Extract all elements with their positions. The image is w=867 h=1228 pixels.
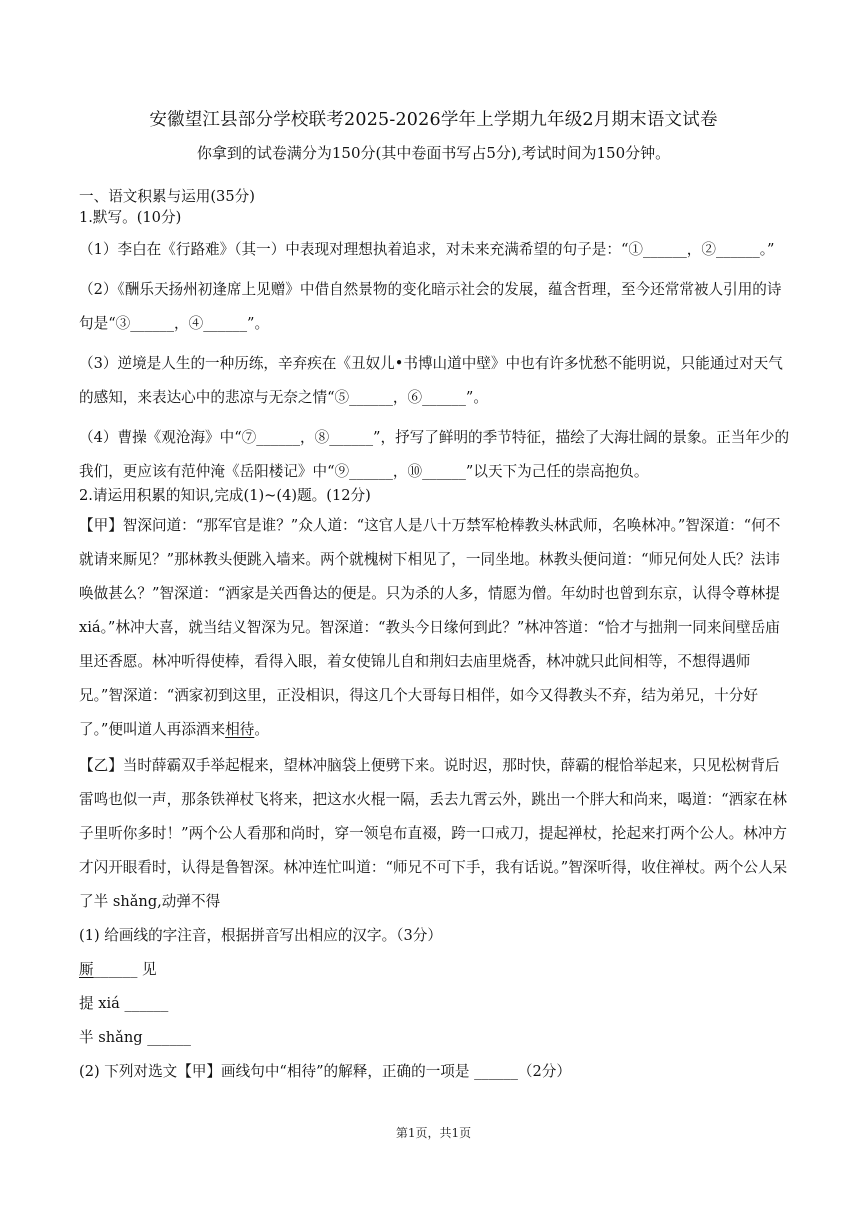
question-1-item-1: （1）李白在《行路难》（其一）中表现对理想执着追求，对未来充满希望的句子是：“①______，②______。” <box>79 241 775 258</box>
passage-yi-text: 当时薛霸双手举起棍来，望林冲脑袋上便劈下来。说时迟，那时快，薛霸的棍恰举起来，只见松树背后雷鸣也似一声，那条铁禅杖飞将来，把这水火棍一隔，丢去九霄云外，跳出一个胖大和尚来，喝道：“洒家在林子里听你多时！”两个公人看那和尚时，穿一领皂布直裰，跨一口戒刀，提起禅杖，抡起来打两个公人。林冲方才闪开眼看时，认得是鲁智深。林冲连忙叫道：“师兄不可下手，我有话说。”智深听得，收住禅杖。两个公人呆了半 shǎng,动弹不得 <box>79 757 788 910</box>
section-heading: 一、语文积累与运用(35分) <box>79 188 255 205</box>
underlined-word-xiangdai: 相待 <box>225 721 255 738</box>
answer-line-1: 厮______ 见 <box>79 961 157 978</box>
passage-jia: 【甲】智深问道：“那军官是谁？”众人道：“这官人是八十万禁军枪棒教头林武师，名唤林冲。”智深道：“何不就请来厮见？”那林教头便跳入墙来。两个就槐树下相见了，一同坐地。林教头便问道：“师兄何处人氏？法讳唤做甚么？”智深道：“洒家是关西鲁达的便是。只为杀的人多，情愿为僧。年幼时也曾到东京，认得令尊林提 xiá。”林冲大喜，就当结义智深为兄。智深道：“教头今日缘何到此？”林冲答道：“恰才与拙荆一同来间壁岳庙里还香愿。林冲听得使棒，看得入眼，着女使锦儿自和荆妇去庙里烧香，林冲就只此间相等，不想得遇师兄。”智深道：“洒家初到这里，正没相识，得这几个大哥每日相伴，如今又得教头不弃，结为弟兄，十分好了。”便叫道人再添酒来相待。 <box>79 517 781 738</box>
passage-yi-tag: 【乙】 <box>79 757 123 774</box>
page-title: 安徽望江县部分学校联考2025-2026学年上学期九年级2月期末语文试卷 <box>149 110 718 130</box>
exam-body <box>79 186 792 1089</box>
sub-question-1-stem: (1) 给画线的字注音，根据拼音写出相应的汉字。（3分） <box>79 927 442 944</box>
answer-line-2: 提 xiá ______ <box>79 995 169 1012</box>
question-1-item-2: （2）《酬乐天扬州初逢席上见赠》中借自然景物的变化暗示社会的发展，蕴含哲理，至今还常常被人引用的诗句是“③______，④______”。 <box>79 281 782 332</box>
underlined-char-si: 厮 <box>79 961 94 978</box>
question-1-stem: 1.默写。(10分) <box>79 209 182 226</box>
exam-instructions: 你拿到的试卷满分为150分(其中卷面书写占5分),考试时间为150分钟。 <box>196 144 671 162</box>
passage-yi <box>79 749 792 919</box>
passage-jia-text: 智深问道：“那军官是谁？”众人道：“这官人是八十万禁军枪棒教头林武师，名唤林冲。”智深道：“何不就请来厮见？”那林教头便跳入墙来。两个就槐树下相见了，一同坐地。林教头便问道：“师兄何处人氏？法讳唤做甚么？”智深道：“洒家是关西鲁达的便是。只为杀的人多，情愿为僧。年幼时也曾到东京，认得令尊林提 xiá。”林冲大喜，就当结义智深为兄。智深道：“教头今日缘何到此？”林冲答道：“恰才与拙荆一同来间壁岳庙里还香愿。林冲听得使棒，看得入眼，着女使锦儿自和荆妇去庙里烧香，林冲就只此间相等，不想得遇师兄。”智深道：“洒家初到这里，正没相识，得这几个大哥每日相伴，如今又得教头不弃，结为弟兄，十分好了。”便叫道人再添酒来 <box>79 517 781 738</box>
sub-question-2-stem: (2) 下列对选文【甲】画线句中“相待”的解释，正确的一项是 ______（2分） <box>79 1063 571 1080</box>
passage-jia-tag: 【甲】 <box>79 517 123 534</box>
answer-line-3: 半 shǎng ______ <box>79 1029 191 1046</box>
question-2-stem: 2.请运用积累的知识,完成(1)~(4)题。(12分) <box>79 487 371 504</box>
question-1-item-3: （3）逆境是人生的一种历练，辛弃疾在《丑奴儿•书博山道中壁》中也有许多忧愁不能明说，只能通过对天气的感知，来表达心中的悲凉与无奈之情“⑤______，⑥______”。 <box>79 355 783 406</box>
question-1-item-4: （4）曹操《观沧海》中“⑦______，⑧______”，抒写了鲜明的季节特征，描绘了大海壮阔的景象。正当年少的我们，更应该有范仲淹《岳阳楼记》中“⑨______，⑩______”以天下为己任的崇高抱负。 <box>79 429 790 480</box>
page-footer: 第1页，共1页 <box>395 1126 472 1140</box>
